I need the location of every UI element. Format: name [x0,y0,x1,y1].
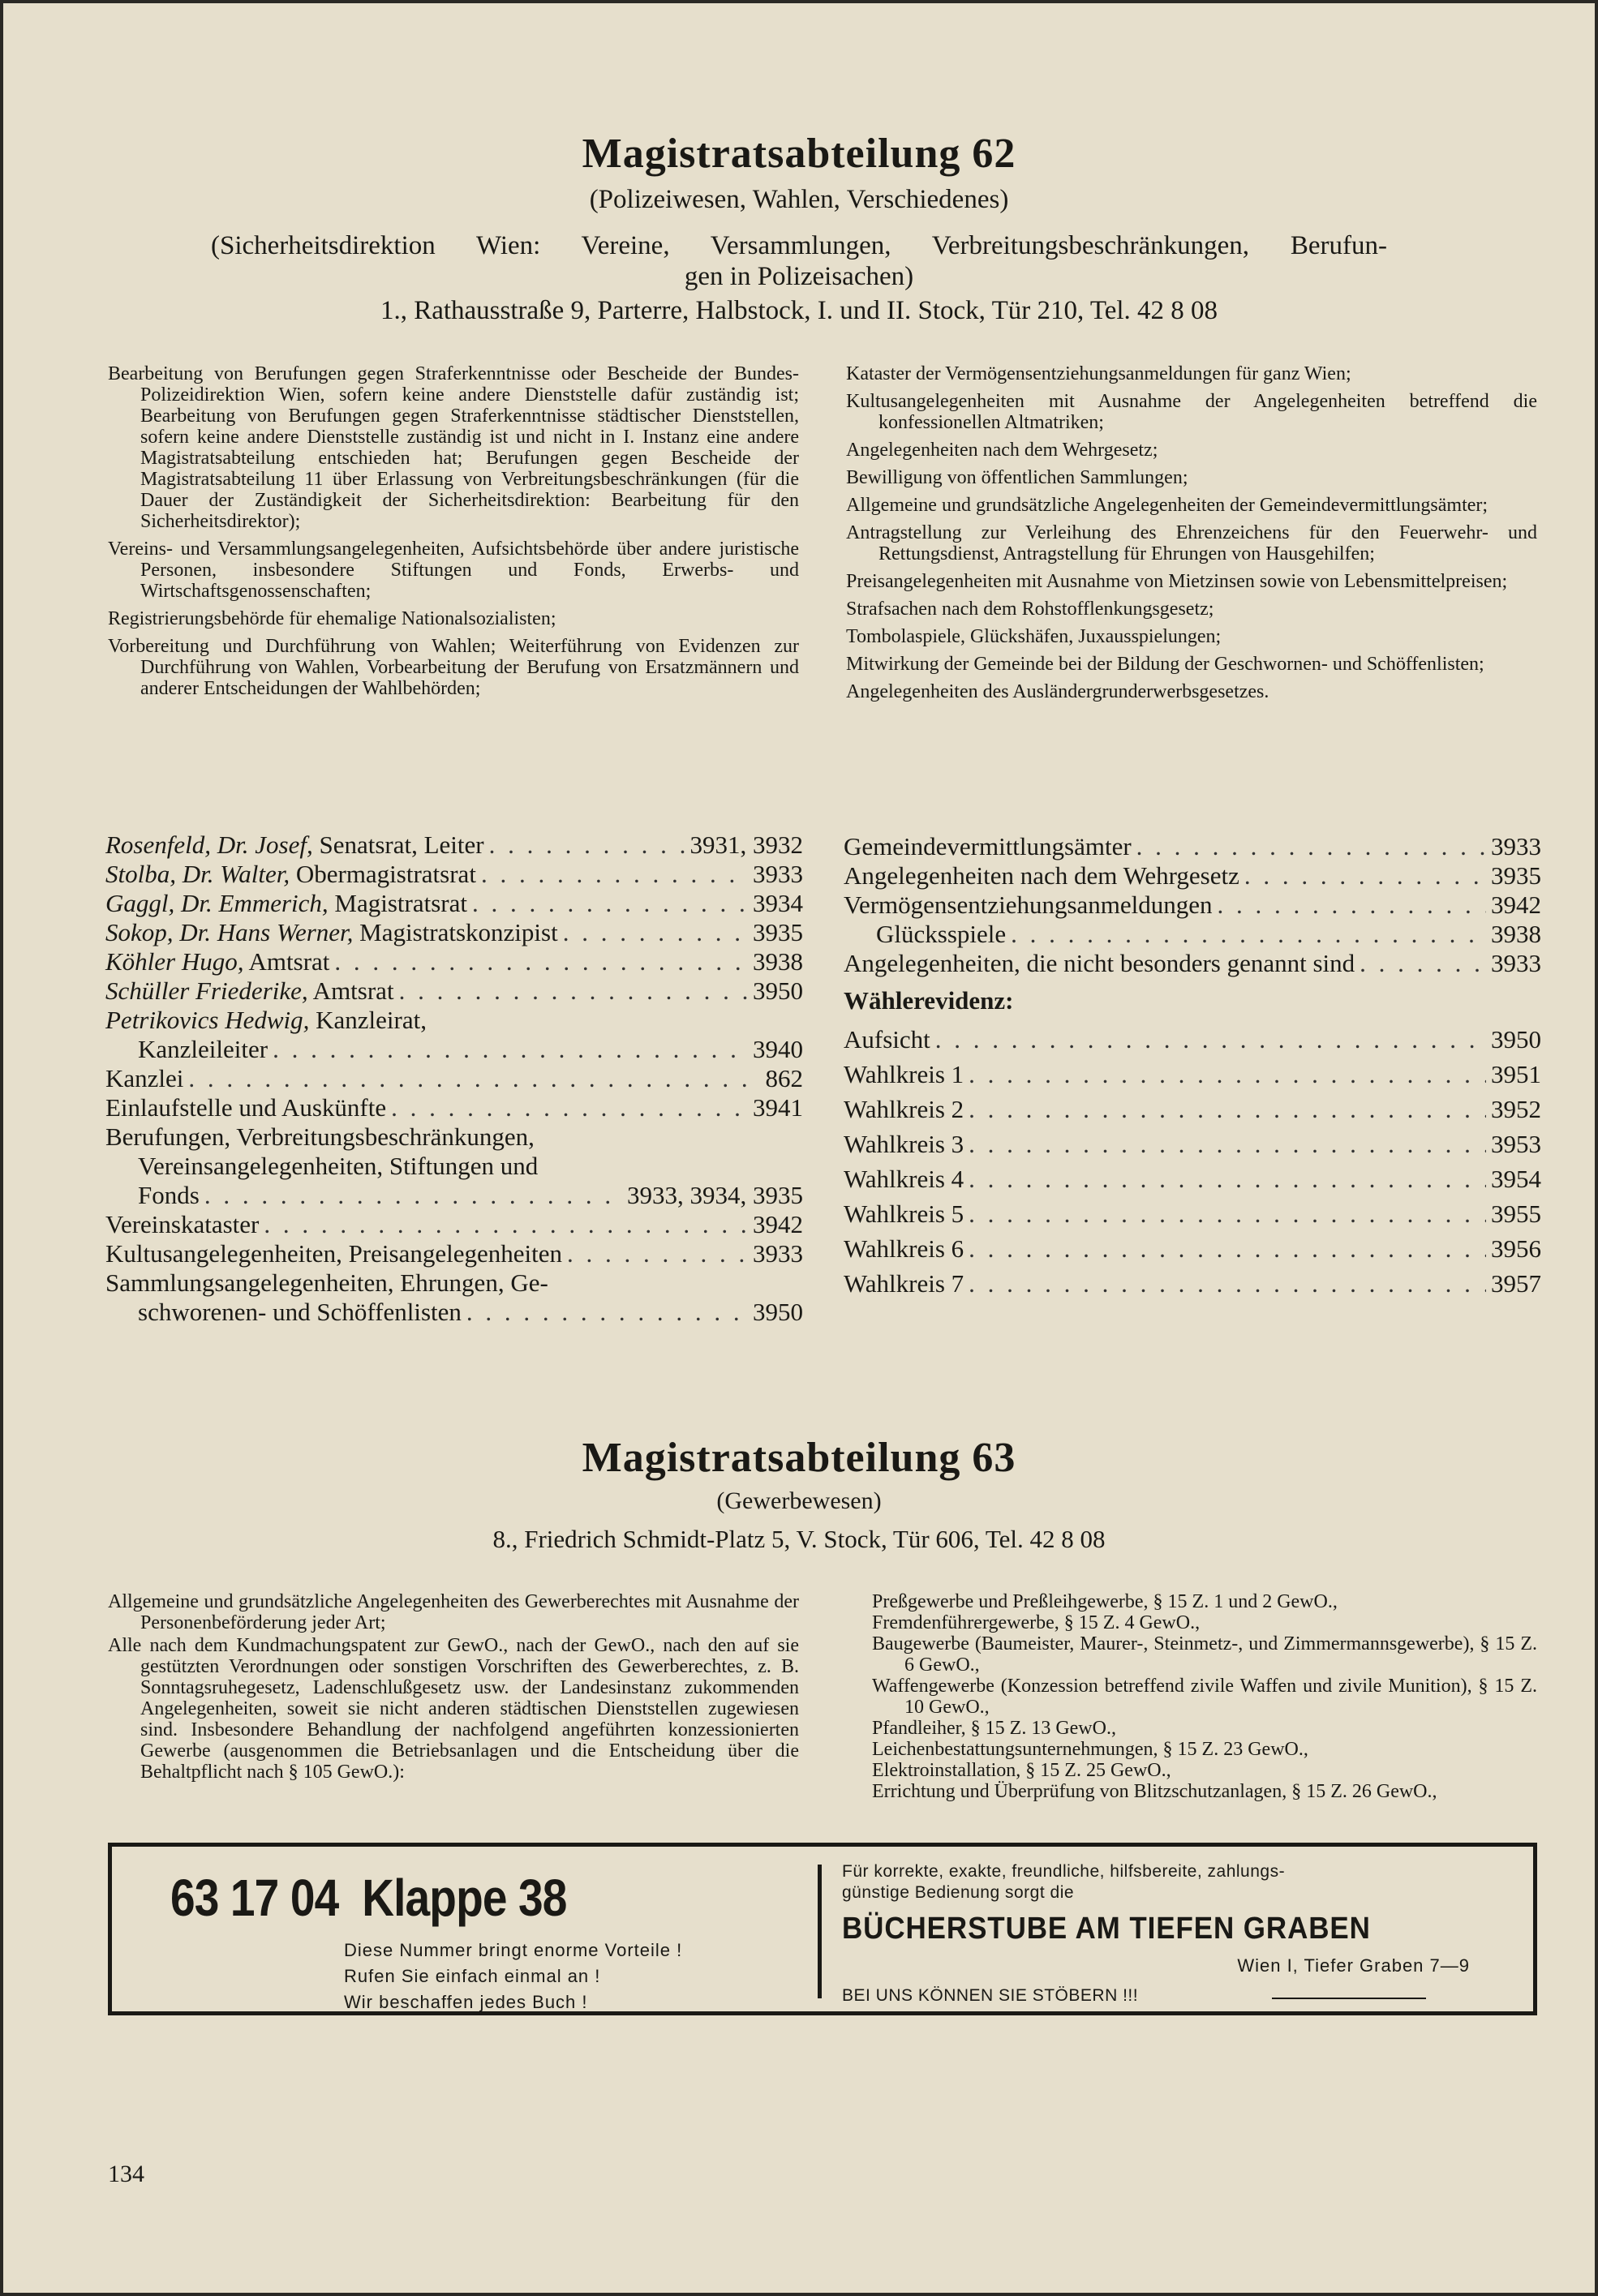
duty-item: Errichtung und Überprüfung von Blitzschutzanlagen, § 15 Z. 26 GewO., [872,1781,1437,1802]
wahlkreis-row: Wahlkreis 3 . . . 3953 [844,1130,1541,1159]
office-row: Vereinsangelegenheiten, Stiftungen und [138,1152,539,1180]
duty-item: Tombolaspiele, Glückshäfen, Juxausspielungen; [846,626,1222,647]
staff-row: Rosenfeld, Dr. Josef, Senatsrat, Leiter . . . 3931, 3932 [105,830,803,860]
duty-item: Bearbeitung von Berufungen gegen Straferkenntnisse oder Bescheide der Bundes-Polizeidirektion Wien, sofern keine andere Dienststelle dafür zuständig ist; Bearbeitung von Berufungen gegen Straferkenntnisse städtischer Dienststellen, sofern keine andere Dienststelle zuständig ist und nicht in I. Instanz eine andere Magistratsabteilung entschieden hat; Berufungen gegen Bescheide der Magistratsabteilung 11 über Erlassung von Verbreitungsbeschränkungen (für die Dauer der Zuständigkeit der Sicherheitsdirektion: Bearbeitung für den Sicherheitsdirektor); [108,363,799,532]
staff-row: Stolba, Dr. Walter, Obermagistratsrat . . . 3933 [105,860,803,889]
duty-item: Leichenbestattungsunternehmungen, § 15 Z. 23 GewO., [872,1739,1308,1760]
ma62-sub-line2: gen in Polizeisachen) [684,262,914,291]
ad-line: Rufen Sie einfach einmal an ! [344,1966,601,1986]
advertisement-box [108,1843,1537,2015]
duty-item: Registrierungsbehörde für ehemalige Nationalsozialisten; [108,608,556,629]
ad-right-panel [834,1847,1531,2011]
office-row: Sammlungsangelegenheiten, Ehrungen, Ge- [105,1268,548,1297]
ma62-duties-right [846,363,1537,709]
office-row: Kanzlei . . . 862 [105,1064,803,1093]
ad-divider [818,1865,822,1998]
ad-shop-address: Wien I, Tiefer Graben 7—9 [1237,1955,1470,1976]
ad-slogan: BEI UNS KÖNNEN SIE STÖBERN !!! [842,1986,1139,2005]
duty-item: Vereins- und Versammlungsangelegenheiten, Aufsichtsbehörde über andere juristische Personen, insbesondere Stiftungen und Fonds, Erwerbs- und Wirtschaftsgenossenschaften; [108,539,799,602]
wahlkreis-row: Wahlkreis 6 . . . 3956 [844,1234,1541,1264]
ad-left-text [344,1938,682,2015]
duty-item: Pfandleiher, § 15 Z. 13 GewO., [872,1718,1116,1739]
duty-item: Antragstellung zur Verleihung des Ehrenzeichens für den Feuerwehr- und Rettungsdienst, Antragstellung für Ehrungen von Hausgehilfen; [846,522,1537,564]
wahlkreis-row: Aufsicht . . . 3950 [844,1025,1541,1054]
duty-item: Allgemeine und grundsätzliche Angelegenheiten des Gewerberechtes mit Ausnahme der Personenbeförderung jeder Art; [108,1591,799,1633]
duty-item: Vorbereitung und Durchführung von Wahlen; Weiterführung von Evidenzen zur Durchführung von Wahlen, Vorbearbeitung der Berufung von Ersatzmännern und anderer Entscheidungen der Wahlbehörden; [108,636,799,699]
ad-line: Wir beschaffen jedes Buch ! [344,1992,588,2012]
staff-row: Schüller Friederike, Amtsrat . . . 3950 [105,976,803,1006]
ad-shop-name: BÜCHERSTUBE AM TIEFEN GRABEN [842,1912,1371,1946]
duty-item: Preßgewerbe und Preßleihgewerbe, § 15 Z. 1 und 2 GewO., [872,1591,1338,1612]
office-row: schworenen- und Schöffenlisten . . . 3950 [105,1298,803,1327]
ad-line: Diese Nummer bringt enorme Vorteile ! [344,1940,683,1960]
office-row: Angelegenheiten nach dem Wehrgesetz . . . 3935 [844,861,1541,891]
duty-item: Angelegenheiten des Ausländergrunderwerbsgesetzes. [846,681,1269,702]
duty-item: Fremdenführergewerbe, § 15 Z. 4 GewO., [872,1612,1201,1633]
ma63-address: 8., Friedrich Schmidt-Platz 5, V. Stock, Tür 606, Tel. 42 8 08 [492,1525,1106,1553]
ma63-subtitle: (Gewerbewesen) [716,1487,882,1514]
ma62-sub-description [211,230,1387,292]
office-row: Vereinskataster . . . 3942 [105,1210,803,1239]
ad-phone-number: 63 17 04 Klappe 38 [170,1869,567,1927]
duty-item: Kataster der Vermögensentziehungsanmeldungen für ganz Wien; [846,363,1351,384]
duty-item: Bewilligung von öffentlichen Sammlungen; [846,467,1188,488]
wahlkreis-row: Wahlkreis 2 . . . 3952 [844,1095,1541,1124]
staff-row: Petrikovics Hedwig, Kanzleirat, [105,1006,427,1034]
duty-item: Strafsachen nach dem Rohstofflenkungsgesetz; [846,599,1214,620]
ma62-sub-line1: (Sicherheitsdirektion Wien: Vereine, Versammlungen, Verbreitungsbeschränkungen, Berufun- [211,231,1387,260]
wahlkreis-row: Wahlkreis 1 . . . 3951 [844,1060,1541,1089]
ad-line: günstige Bedienung sorgt die [842,1883,1075,1902]
wahlkreis-row: Wahlkreis 4 . . . 3954 [844,1165,1541,1194]
duty-item: Mitwirkung der Gemeinde bei der Bildung der Geschwornen- und Schöffenlisten; [846,654,1484,675]
office-row: Kultusangelegenheiten, Preisangelegenheiten . . . 3933 [105,1239,803,1268]
waehlerevidenz-heading: Wählerevidenz: [844,986,1014,1015]
duty-item: Preisangelegenheiten mit Ausnahme von Mietzinsen sowie von Lebensmittelpreisen; [846,571,1508,592]
page-number: 134 [108,2161,144,2187]
office-row: Einlaufstelle und Auskünfte . . . 3941 [105,1093,803,1122]
ma63-duties-left [108,1591,799,1789]
ad-slogan-rule [1272,1998,1426,1999]
office-row: Fonds . . . 3933, 3934, 3935 [105,1181,803,1210]
wahlkreis-row: Wahlkreis 5 . . . 3955 [844,1199,1541,1229]
duty-item: Elektroinstallation, § 15 Z. 25 GewO., [872,1760,1171,1781]
staff-row: Sokop, Dr. Hans Werner, Magistratskonzipist . . . 3935 [105,918,803,947]
ma62-subtitle: (Polizeiwesen, Wahlen, Verschiedenes) [589,185,1009,214]
wahlkreis-row: Wahlkreis 7 . . . 3957 [844,1269,1541,1298]
ma63-duties-right [872,1591,1537,1802]
office-row: Angelegenheiten, die nicht besonders genannt sind . . . 3933 [844,949,1541,978]
ad-left-panel [112,1847,818,2011]
duty-item: Allgemeine und grundsätzliche Angelegenheiten der Gemeindevermittlungsämter; [846,495,1488,516]
staff-row: Kanzleileiter . . . 3940 [105,1035,803,1064]
duty-item: Angelegenheiten nach dem Wehrgesetz; [846,440,1158,461]
duty-item: Kultusangelegenheiten mit Ausnahme der Angelegenheiten betreffend die konfessionellen Altmatriken; [846,391,1537,433]
office-row: Vermögensentziehungsanmeldungen . . . 3942 [844,891,1541,920]
ma62-duties-left [108,363,799,706]
ad-right-intro [842,1861,1285,1903]
duty-item: Baugewerbe (Baumeister, Maurer-, Steinmetz-, und Zimmermannsgewerbe), § 15 Z. 6 GewO., [872,1633,1537,1676]
office-row: Gemeindevermittlungsämter . . . 3933 [844,832,1541,861]
ad-line: Für korrekte, exakte, freundliche, hilfsbereite, zahlungs- [842,1862,1286,1881]
ma63-title: Magistratsabteilung 63 [582,1435,1016,1481]
staff-row: Köhler Hugo, Amtsrat . . . 3938 [105,947,803,976]
ma62-title: Magistratsabteilung 62 [582,131,1016,177]
duty-item: Waffengewerbe (Konzession betreffend zivile Waffen und zivile Munition), § 15 Z. 10 GewO., [872,1676,1537,1718]
ma62-address: 1., Rathausstraße 9, Parterre, Halbstock, I. und II. Stock, Tür 210, Tel. 42 8 08 [380,296,1218,325]
ma62-phone-list-left [105,830,803,1327]
ma62-phone-list-right [844,832,1541,1304]
office-row: Glücksspiele . . . 3938 [844,920,1541,949]
duty-item: Alle nach dem Kundmachungspatent zur GewO., nach der GewO., nach den auf sie gestützten Verordnungen oder sonstigen Vorschriften des Gewerberechtes, z. B. Sonntagsruhegesetz, Ladenschlußgesetz usw. der Landesinstanz zukommenden Angelegenheiten, soweit sie nicht anderen städtischen Dienststellen zugewiesen sind. Insbesondere Behandlung der nachfolgend angeführten konzessionierten Gewerbe (ausgenommen die Betriebsanlagen und die Entscheidung über die Behaltpflicht nach § 105 GewO.): [108,1635,799,1783]
staff-row: Gaggl, Dr. Emmerich, Magistratsrat . . . 3934 [105,889,803,918]
office-row: Berufungen, Verbreitungsbeschränkungen, [105,1122,535,1151]
